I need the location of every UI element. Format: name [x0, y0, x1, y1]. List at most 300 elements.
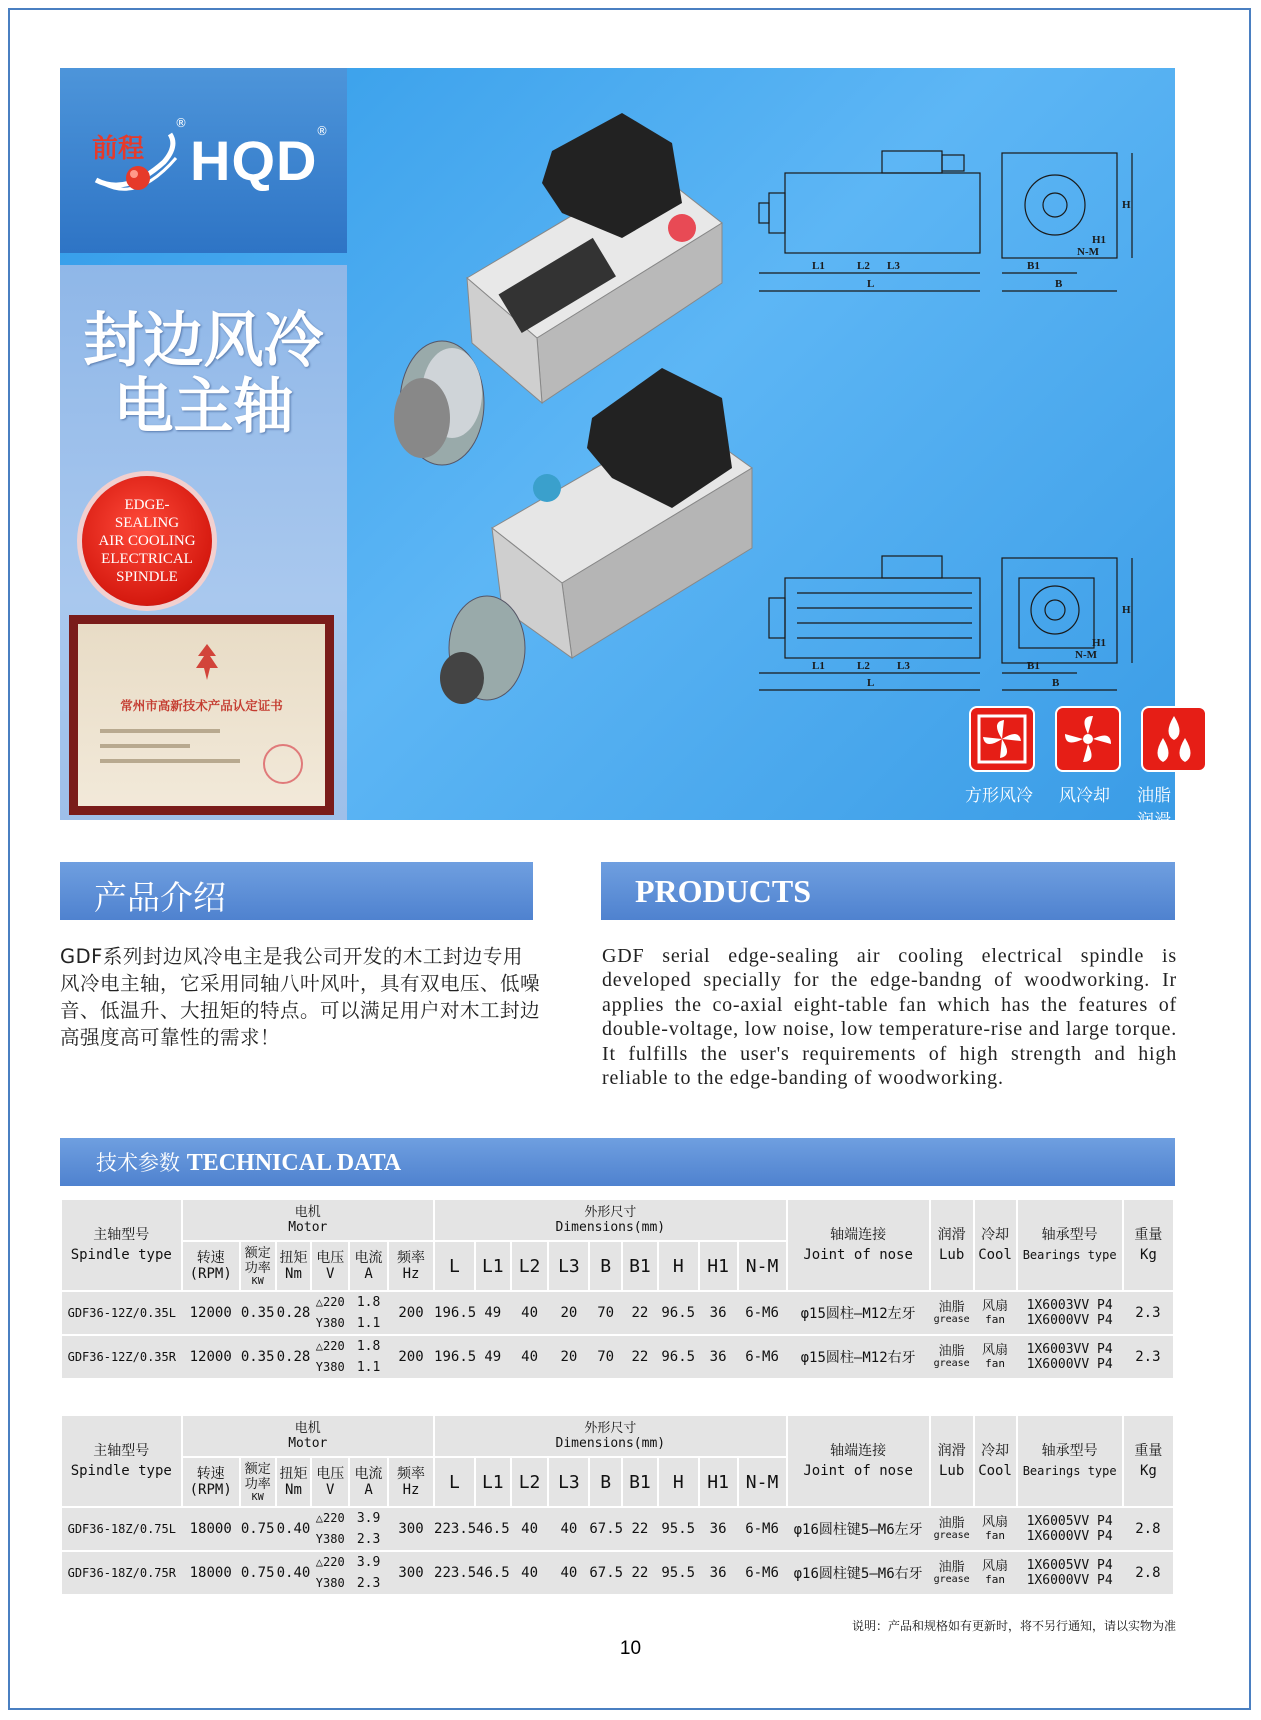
table-cell	[276, 1551, 312, 1595]
certificate-emblem-icon	[190, 642, 224, 682]
certificate-title: 常州市高新技术产品认定证书	[120, 698, 283, 713]
dimension-label: B1	[1027, 260, 1040, 272]
cell-value: 风扇	[982, 1343, 1009, 1358]
feature-label: 方形风冷	[965, 786, 1033, 806]
table-cell	[240, 1335, 276, 1379]
cell-value: 40	[560, 1521, 578, 1537]
cell-value: 0.75	[240, 1565, 275, 1581]
hero-left-column	[60, 68, 347, 820]
intro-paragraph-cn: GDF系列封边风冷电主是我公司开发的木工封边专用风冷电主轴，它采用同轴八叶风叶，具有双电压、低噪音、低温升、大扭矩的特点。可以满足用户对木工封边高强度高可靠性的需求！	[60, 945, 541, 1049]
col-header: Dimensions(mm)	[555, 1220, 666, 1235]
cell-value: 46.5	[475, 1565, 510, 1581]
certificate-text-line	[100, 729, 220, 733]
cell-value: GDF36-12Z/0.35R	[67, 1350, 176, 1364]
spec-table-2	[60, 1414, 1175, 1596]
cell-value: 油脂	[938, 1559, 965, 1575]
col-header: N-M	[738, 1241, 787, 1291]
cell-value: 46.5	[475, 1521, 510, 1537]
col-header: 冷却	[981, 1227, 1010, 1243]
col-header: Joint of nose	[803, 1463, 913, 1479]
table-cell	[276, 1291, 312, 1335]
title-line-1: 封边风冷	[83, 306, 324, 376]
cell-value: 22	[631, 1349, 649, 1365]
cell-value: 2.3	[356, 1576, 381, 1591]
cell-value: 200	[398, 1305, 424, 1321]
feature-label: 油脂润滑	[1137, 786, 1171, 831]
table-cell	[974, 1551, 1017, 1595]
table-cell	[511, 1551, 549, 1595]
cell-value: 40	[560, 1565, 578, 1581]
dimension-label: L3	[897, 660, 910, 672]
dimension-label: H1	[1092, 234, 1107, 246]
col-header: 转速	[196, 1466, 225, 1482]
cell-value: 49	[484, 1349, 502, 1365]
table-cell	[349, 1335, 388, 1379]
intro-paragraph-en: GDF serial edge-sealing air cooling electrical spindle is developed specially for the edge-bandng of woodworking. Ir applies the co-axial eight-table fan which has the features of double-voltage, low noise, low temperature-rise and large torque. It fulfills the user's requirements of high strength and high reliable to the edge-banding of woodworking.	[602, 945, 1177, 1090]
cell-value: φ16圆柱键5—M6右牙	[793, 1566, 923, 1582]
table-row	[61, 1507, 1174, 1551]
cell-value: 40	[521, 1565, 538, 1581]
cell-value: △220	[315, 1295, 345, 1309]
table-cell	[182, 1291, 240, 1335]
col-header: 电流	[354, 1250, 383, 1266]
table-cell	[1017, 1507, 1123, 1551]
table-cell	[974, 1335, 1017, 1379]
table-cell	[388, 1507, 434, 1551]
cell-value: 2.3	[356, 1532, 381, 1547]
tech-title-en: TECHNICAL DATA	[186, 1150, 402, 1176]
table-cell	[349, 1291, 388, 1335]
badge-line: SPINDLE	[116, 569, 178, 585]
cell-value: grease	[933, 1313, 970, 1325]
badge-line: SEALING	[114, 515, 180, 531]
col-header: 外形尺寸	[584, 1421, 637, 1436]
cell-value: 0.40	[276, 1565, 311, 1581]
col-header: 频率	[397, 1250, 425, 1266]
table-cell	[589, 1507, 622, 1551]
col-header: KW	[251, 1491, 264, 1503]
cell-value: 70	[597, 1305, 615, 1321]
table-cell	[548, 1291, 589, 1335]
col-header: B1	[622, 1457, 658, 1507]
cell-value: 96.5	[661, 1349, 696, 1365]
certificate-stamp	[263, 744, 303, 784]
cell-value: 36	[709, 1565, 727, 1581]
table-cell	[974, 1507, 1017, 1551]
table-cell	[511, 1291, 549, 1335]
col-header: Kg	[1139, 1247, 1157, 1263]
section-bar-intro	[60, 862, 533, 920]
col-header: Spindle type	[70, 1463, 172, 1479]
registered-mark: ®	[316, 124, 328, 138]
col-header: 额定	[244, 1461, 271, 1477]
dimension-label: L3	[887, 260, 900, 272]
cell-value: 2.3	[1135, 1349, 1161, 1365]
col-header: Bearings type	[1022, 1464, 1117, 1478]
dimension-label: L2	[857, 260, 870, 272]
table-cell	[699, 1551, 738, 1595]
col-header: L1	[475, 1457, 511, 1507]
grease-drops-icon	[1141, 706, 1207, 772]
col-header: Lub	[938, 1463, 965, 1479]
col-header: Nm	[285, 1266, 302, 1282]
table-cell	[738, 1551, 787, 1595]
cell-value: 67.5	[589, 1521, 624, 1537]
drawing-top-icon	[757, 143, 1147, 323]
cell-value: φ15圆柱—M12右牙	[800, 1350, 916, 1366]
registered-mark: ®	[175, 116, 187, 130]
col-header: Motor	[288, 1220, 328, 1235]
col-header: B	[589, 1457, 622, 1507]
table-cell	[1017, 1551, 1123, 1595]
table-cell	[61, 1335, 182, 1379]
col-header: Cool	[978, 1463, 1012, 1479]
cell-value: 2.3	[1135, 1305, 1161, 1321]
col-header: 电机	[294, 1421, 321, 1436]
cell-value: 36	[709, 1349, 727, 1365]
cell-value: 12000	[189, 1305, 232, 1321]
table-cell	[589, 1335, 622, 1379]
col-header: 主轴型号	[93, 1227, 150, 1243]
table-cell	[1123, 1335, 1174, 1379]
cell-value: 1X6000VV P4	[1026, 1357, 1113, 1372]
cell-value: 1X6005VV P4	[1026, 1558, 1113, 1573]
col-header: Lub	[938, 1247, 965, 1263]
col-header: 重量	[1134, 1443, 1163, 1459]
cell-value: 40	[521, 1305, 538, 1321]
table-cell	[548, 1507, 589, 1551]
col-header: 转速	[196, 1250, 225, 1266]
table-cell	[182, 1507, 240, 1551]
col-header: B1	[622, 1241, 658, 1291]
col-header: Hz	[402, 1482, 420, 1498]
cell-value: fan	[985, 1573, 1005, 1586]
badge-line: EDGE-	[124, 497, 170, 513]
dimension-label: L2	[857, 660, 870, 672]
col-header: 频率	[397, 1466, 425, 1482]
dimension-label: N-M	[1075, 649, 1097, 661]
cell-value: Y380	[315, 1576, 345, 1590]
cell-value: grease	[933, 1573, 970, 1585]
col-header: 冷却	[981, 1443, 1010, 1459]
table-cell	[276, 1335, 312, 1379]
col-header: 扭矩	[279, 1466, 308, 1482]
cell-value: 2.8	[1135, 1565, 1161, 1581]
brand-name-cn: 前程	[92, 134, 145, 164]
col-header: 电压	[316, 1466, 345, 1482]
cell-value: GDF36-18Z/0.75L	[67, 1522, 176, 1536]
col-header: V	[326, 1266, 335, 1282]
cell-value: 40	[521, 1521, 538, 1537]
table-cell	[349, 1551, 388, 1595]
col-header: 额定	[244, 1245, 271, 1261]
cell-value: 12000	[189, 1349, 232, 1365]
col-header: N-M	[738, 1457, 787, 1507]
cell-value: 20	[560, 1349, 578, 1365]
col-header: B	[589, 1241, 622, 1291]
col-header: 轴端连接	[830, 1227, 887, 1243]
table-cell	[311, 1335, 349, 1379]
table-cell	[182, 1335, 240, 1379]
table-cell	[787, 1291, 930, 1335]
table-cell	[240, 1507, 276, 1551]
col-header: 扭矩	[279, 1250, 308, 1266]
cell-value: 3.9	[356, 1555, 381, 1570]
table-row	[61, 1551, 1174, 1595]
col-header: 润滑	[937, 1227, 966, 1243]
spindle-photo-right-icon	[422, 358, 802, 718]
certificate-text-line	[100, 759, 240, 763]
table-cell	[349, 1507, 388, 1551]
table-cell	[475, 1507, 511, 1551]
spec-table-1	[60, 1198, 1175, 1380]
cell-value: 0.35	[240, 1305, 275, 1321]
cell-value: 1X6003VV P4	[1026, 1342, 1113, 1357]
feature-label: 风冷却	[1059, 786, 1110, 806]
col-header: Kg	[1139, 1463, 1157, 1479]
table-cell	[930, 1551, 974, 1595]
cell-value: 1.8	[356, 1339, 381, 1354]
cell-value: 0.28	[276, 1305, 311, 1321]
cell-value: GDF36-12Z/0.35L	[67, 1306, 176, 1320]
table-cell	[434, 1551, 475, 1595]
cell-value: 96.5	[661, 1305, 696, 1321]
table-cell	[511, 1335, 549, 1379]
cell-value: 40	[521, 1349, 538, 1365]
cell-value: 70	[597, 1349, 615, 1365]
table-cell	[388, 1335, 434, 1379]
col-header: H1	[699, 1457, 738, 1507]
product-title-cn	[60, 308, 347, 440]
cell-value: Y380	[315, 1360, 345, 1374]
cell-value: 0.75	[240, 1521, 275, 1537]
badge-line: ELECTRICAL	[101, 551, 193, 567]
section-title-products: PRODUCTS	[635, 873, 812, 909]
table-cell	[388, 1291, 434, 1335]
cell-value: 2.8	[1135, 1521, 1161, 1537]
col-header: L2	[511, 1241, 549, 1291]
table-cell	[475, 1551, 511, 1595]
col-header: Nm	[285, 1482, 302, 1498]
cell-value: 20	[560, 1305, 578, 1321]
cell-value: 1X6000VV P4	[1026, 1573, 1113, 1588]
col-header: H	[658, 1457, 699, 1507]
col-header: A	[364, 1482, 373, 1498]
section-title-technical	[96, 1147, 401, 1177]
col-header: L	[434, 1457, 475, 1507]
section-bar-technical	[60, 1138, 1175, 1186]
page-number: 10	[619, 1638, 642, 1659]
table-cell	[1123, 1507, 1174, 1551]
col-header: L2	[511, 1457, 549, 1507]
dimension-label: L	[867, 677, 875, 689]
table-cell	[658, 1291, 699, 1335]
fan-icon	[1055, 706, 1121, 772]
table-cell	[475, 1335, 511, 1379]
cell-value: 6-M6	[745, 1565, 779, 1581]
table-cell	[787, 1507, 930, 1551]
table-cell	[240, 1551, 276, 1595]
table-row	[61, 1335, 1174, 1379]
dimension-label: L1	[812, 660, 825, 672]
cell-value: 36	[709, 1521, 727, 1537]
col-header: Joint of nose	[803, 1247, 913, 1263]
col-header: 功率	[244, 1260, 271, 1276]
cell-value: 22	[631, 1305, 649, 1321]
col-header: (RPM)	[189, 1482, 232, 1498]
col-header: L1	[475, 1241, 511, 1291]
dimension-label: B	[1055, 278, 1063, 290]
table-cell	[61, 1551, 182, 1595]
drawing-bottom-icon	[757, 548, 1147, 718]
table-cell	[738, 1507, 787, 1551]
col-header: 电流	[354, 1466, 383, 1482]
table-cell	[1017, 1291, 1123, 1335]
col-header: Hz	[402, 1266, 420, 1282]
dimension-label: H	[1122, 604, 1131, 616]
cell-value: 1X6000VV P4	[1026, 1313, 1113, 1328]
cell-value: 油脂	[938, 1515, 965, 1531]
table-cell	[311, 1551, 349, 1595]
cell-value: GDF36-18Z/0.75R	[67, 1566, 176, 1580]
col-header: 轴承型号	[1041, 1443, 1098, 1459]
table-row	[61, 1291, 1174, 1335]
table-cell	[388, 1551, 434, 1595]
col-header: H1	[699, 1241, 738, 1291]
badge-line: AIR COOLING	[98, 533, 196, 549]
col-header: 轴端连接	[830, 1443, 887, 1459]
title-line-2: 电主轴	[113, 372, 294, 442]
dimension-label: N-M	[1077, 246, 1099, 258]
product-photo-area	[347, 68, 1175, 831]
cell-value: 22	[631, 1565, 649, 1581]
cell-value: Y380	[315, 1532, 345, 1546]
cell-value: 18000	[189, 1565, 232, 1581]
cell-value: 1X6005VV P4	[1026, 1514, 1113, 1529]
table-cell	[622, 1335, 658, 1379]
cell-value: △220	[315, 1511, 345, 1525]
table-cell	[589, 1551, 622, 1595]
cell-value: 67.5	[589, 1565, 624, 1581]
cell-value: 1X6000VV P4	[1026, 1529, 1113, 1544]
section-title-intro: 产品介绍	[94, 878, 226, 917]
cell-value: △220	[315, 1555, 345, 1569]
col-header: A	[364, 1266, 373, 1282]
dimension-label: L1	[812, 260, 825, 272]
table-cell	[311, 1291, 349, 1335]
col-header: 外形尺寸	[584, 1205, 637, 1220]
cell-value: 200	[398, 1349, 424, 1365]
table-cell	[434, 1335, 475, 1379]
cell-value: φ15圆柱—M12左牙	[800, 1306, 916, 1322]
cell-value: Y380	[315, 1316, 345, 1330]
col-header: H	[658, 1241, 699, 1291]
table-cell	[787, 1551, 930, 1595]
table-cell	[511, 1507, 549, 1551]
table-cell	[622, 1551, 658, 1595]
tech-title-cn: 技术参数	[96, 1151, 180, 1175]
certificate-photo	[69, 615, 334, 815]
cell-value: fan	[985, 1529, 1005, 1542]
cell-value: grease	[933, 1357, 970, 1369]
table-cell	[699, 1291, 738, 1335]
table-cell	[930, 1291, 974, 1335]
dimension-label: B	[1052, 677, 1060, 689]
col-header: 重量	[1134, 1227, 1163, 1243]
col-header: 轴承型号	[1041, 1227, 1098, 1243]
table-cell	[61, 1291, 182, 1335]
cell-value: 36	[709, 1305, 727, 1321]
cell-value: 0.28	[276, 1349, 311, 1365]
col-header: KW	[251, 1275, 264, 1287]
cell-value: 油脂	[938, 1343, 965, 1359]
cell-value: 1.1	[356, 1316, 381, 1331]
cell-value: 300	[398, 1565, 424, 1581]
cell-value: 196.5	[434, 1305, 477, 1321]
table-cell	[738, 1291, 787, 1335]
table-cell	[182, 1551, 240, 1595]
cell-value: 300	[398, 1521, 424, 1537]
table-cell	[787, 1335, 930, 1379]
cell-value: 3.9	[356, 1511, 381, 1526]
table-cell	[548, 1335, 589, 1379]
table-cell	[974, 1291, 1017, 1335]
col-header: 主轴型号	[93, 1443, 150, 1459]
cell-value: 油脂	[938, 1299, 965, 1315]
table-cell	[434, 1507, 475, 1551]
cell-value: 1.8	[356, 1295, 381, 1310]
col-header: (RPM)	[189, 1266, 232, 1282]
logo-panel	[60, 68, 347, 253]
col-header: Dimensions(mm)	[555, 1436, 666, 1451]
cell-value: 6-M6	[745, 1349, 779, 1365]
col-header: 润滑	[937, 1443, 966, 1459]
table-cell	[1123, 1291, 1174, 1335]
cell-value: 1.1	[356, 1360, 381, 1375]
cell-value: 6-M6	[745, 1305, 779, 1321]
table-cell	[930, 1335, 974, 1379]
brand-name-en: HQD	[190, 129, 318, 192]
table-cell	[658, 1551, 699, 1595]
cell-value: 6-M6	[745, 1521, 779, 1537]
table-cell	[475, 1291, 511, 1335]
certificate-text-line	[100, 744, 190, 748]
col-header: Spindle type	[70, 1247, 172, 1263]
footnote: 说明：产品和规格如有更新时，将不另行通知，请以实物为准	[851, 1619, 1176, 1633]
table-cell	[311, 1507, 349, 1551]
table-cell	[699, 1507, 738, 1551]
cell-value: 风扇	[982, 1299, 1009, 1314]
table-cell	[622, 1291, 658, 1335]
table-cell	[658, 1507, 699, 1551]
cell-value: 18000	[189, 1521, 232, 1537]
cell-value: 95.5	[661, 1565, 696, 1581]
table-cell	[1123, 1551, 1174, 1595]
col-header: Bearings type	[1022, 1248, 1117, 1262]
table-cell	[240, 1291, 276, 1335]
col-header: Cool	[978, 1247, 1012, 1263]
dimension-label: H1	[1092, 637, 1107, 649]
cell-value: 1X6003VV P4	[1026, 1298, 1113, 1313]
table-cell	[738, 1335, 787, 1379]
table-cell	[1017, 1335, 1123, 1379]
table-cell	[699, 1335, 738, 1379]
col-header: L	[434, 1241, 475, 1291]
col-header: V	[326, 1482, 335, 1498]
cell-value: 196.5	[434, 1349, 477, 1365]
cell-value: 223.5	[434, 1521, 477, 1537]
cell-value: grease	[933, 1529, 970, 1541]
